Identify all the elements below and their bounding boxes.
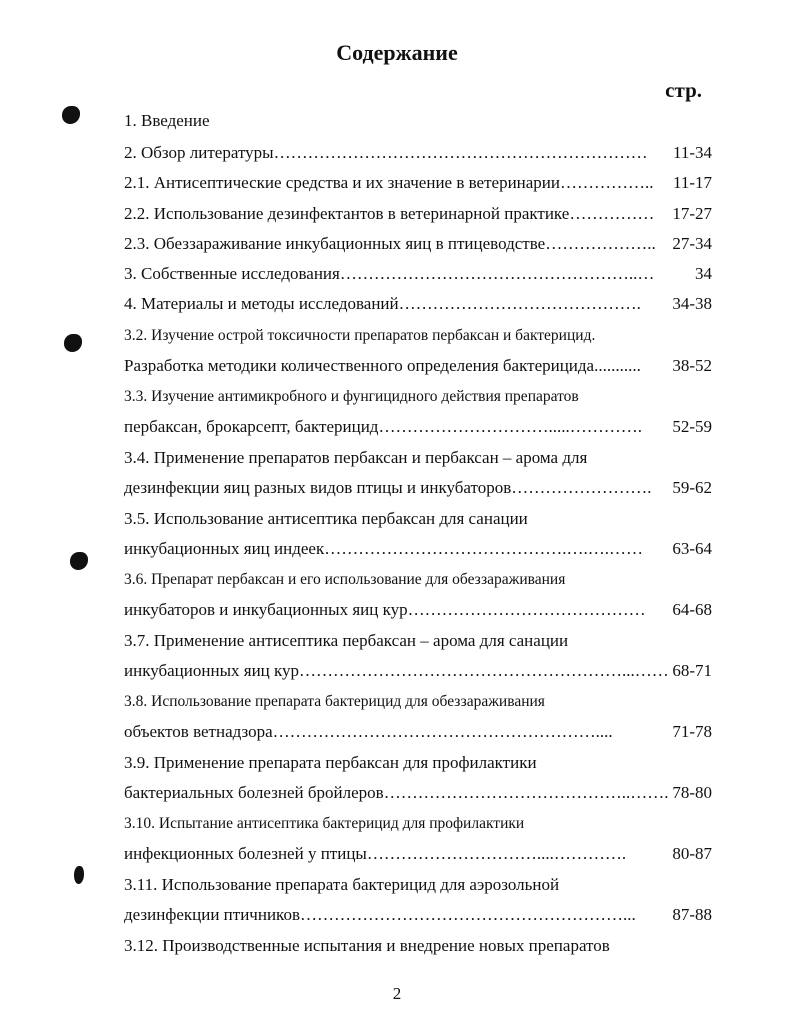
toc-entry-page: 68-71 (672, 661, 712, 680)
punch-mark-icon (64, 334, 82, 352)
toc-entry (124, 263, 712, 285)
toc-entry-page: 80-87 (672, 844, 712, 863)
toc-entry-page: 87-88 (672, 905, 712, 924)
toc-entry (124, 752, 712, 774)
toc-entry (124, 110, 712, 132)
toc-entry (124, 569, 712, 591)
toc-entry (124, 477, 712, 499)
punch-mark-icon (70, 552, 88, 570)
toc-entry-text: 3.7. Применение антисептика пербаксан – арома для санации (124, 631, 569, 650)
toc-entry (124, 904, 712, 926)
page-number: 2 (392, 984, 402, 1003)
toc-entry-leader: …………….. (560, 173, 654, 192)
toc-entry (124, 538, 712, 560)
toc-entry-text: инкубационных яиц индеек (124, 539, 325, 558)
toc-entry-leader: …………………………………… (407, 600, 646, 619)
toc-entry (124, 355, 712, 377)
toc-entry-text: 3.12. Производственные испытания и внедрение новых препаратов (124, 936, 610, 955)
toc-entry (124, 782, 712, 804)
toc-entry-leader: ………………………………………………………… (273, 143, 648, 162)
toc-entry-page: 63-64 (672, 539, 712, 558)
toc-entry-page: 71-78 (672, 722, 712, 741)
toc-entry-text: 2.2. Использование дезинфектантов в ветеринарной практике (124, 204, 570, 223)
toc-entry-leader: …………… (569, 204, 655, 223)
toc-entry-text: 3.2. Изучение острой токсичности препаратов пербаксан и бактерицид. (124, 327, 596, 344)
page-title: Содержание (336, 40, 458, 65)
toc-entry-leader: …………………………………………………... (299, 905, 636, 924)
toc-entry-page: 64-68 (672, 600, 712, 619)
punch-mark-icon (62, 106, 80, 124)
toc-entry (124, 447, 712, 469)
toc-entry (124, 691, 712, 713)
toc-entry-page: 11-17 (672, 173, 712, 192)
toc-entry-text: дезинфекции птичников (124, 905, 300, 924)
toc-entry-leader: …………………………………….….….…… (324, 539, 643, 558)
toc-entry (124, 386, 712, 408)
toc-entry (124, 721, 712, 743)
toc-entry-text: 3.6. Препарат пербаксан и его использование для обеззараживания (124, 571, 566, 588)
toc-entry (124, 813, 712, 835)
toc-entry-page: 59-62 (672, 478, 712, 497)
toc-entry-page: 34-38 (672, 294, 712, 313)
toc-entry-text: 3.11. Использование препарата бактерицид для аэрозольной (124, 875, 560, 894)
toc-entry-text: 3.3. Изучение антимикробного и фунгицидного действия препаратов (124, 388, 579, 405)
toc-entry-text: 3.4. Применение препаратов пербаксан и пербаксан – арома для (124, 448, 588, 467)
page-column-label: стр. (665, 78, 702, 102)
toc-entry-leader: ………………………….....…………. (378, 417, 642, 436)
toc-entry-leader: ……………………………………..……. (383, 783, 669, 802)
toc-entry-leader: ………………………………………………….... (272, 722, 613, 741)
toc-entry-text: 3.5. Использование антисептика пербаксан для санации (124, 509, 528, 528)
toc-entry-text: 2. Обзор литературы (124, 143, 274, 162)
toc-entry-text: инкубаторов и инкубационных яиц кур (124, 600, 408, 619)
toc-entry-text: 3.10. Испытание антисептика бактерицид для профилактики (124, 815, 525, 832)
toc-entry (124, 935, 712, 957)
toc-entry-leader: ……………………………………………..… (339, 264, 655, 283)
toc-entry (124, 233, 712, 255)
toc-entry (124, 843, 712, 865)
toc-entry-text: пербаксан, брокарсепт, бактерицид (124, 417, 379, 436)
toc-entry (124, 293, 712, 315)
toc-entry (124, 325, 712, 347)
toc-entry-page: 17-27 (672, 204, 712, 223)
toc-entry (124, 630, 712, 652)
toc-entry-page: 27-34 (672, 234, 712, 253)
toc-entry-text: дезинфекции яиц разных видов птицы и инкубаторов (124, 478, 512, 497)
punch-mark-icon (74, 866, 84, 884)
toc-entry-leader: ........... (594, 356, 641, 375)
toc-entry (124, 203, 712, 225)
toc-entry-leader: …………………………....…………. (366, 844, 627, 863)
toc-entry-text: объектов ветнадзора (124, 722, 273, 741)
toc-entry (124, 874, 712, 896)
toc-entry-page: 38-52 (672, 356, 712, 375)
toc-entry-page: 78-80 (672, 783, 712, 802)
toc-entry-leader: ……………………. (511, 478, 652, 497)
toc-entry-page: 11-34 (672, 143, 712, 162)
toc-entry-text: Разработка методики количественного определения бактерицида (124, 356, 595, 375)
toc-entry-text: инфекционных болезней у птицы (124, 844, 367, 863)
toc-entry-text: 1. Введение (124, 111, 210, 130)
toc-entry (124, 172, 712, 194)
toc-entry-page: 52-59 (672, 417, 712, 436)
toc-entry-text: 3. Собственные исследования (124, 264, 340, 283)
toc-entry (124, 599, 712, 621)
toc-entry-leader: ……………………………………. (398, 294, 641, 313)
toc-entry (124, 508, 712, 530)
toc-entry-text: 2.1. Антисептические средства и их значение в ветеринарии (124, 173, 560, 192)
toc-entry-text: 3.8. Использование препарата бактерицид для обеззараживания (124, 693, 545, 710)
toc-entry (124, 416, 712, 438)
toc-entry-leader: …………………………………………………...…… (299, 661, 669, 680)
toc-entry-text: 2.3. Обеззараживание инкубационных яиц в птицеводстве (124, 234, 546, 253)
toc-entry-page: 34 (695, 264, 712, 283)
toc-entry-text: 4. Материалы и методы исследований (124, 294, 399, 313)
toc-entry-text: инкубационных яиц кур (124, 661, 300, 680)
toc-entry-text: бактериальных болезней бройлеров (124, 783, 384, 802)
toc-entry (124, 142, 712, 164)
toc-entry (124, 660, 712, 682)
toc-entry-leader: ……………….. (545, 234, 656, 253)
toc-entry-text: 3.9. Применение препарата пербаксан для профилактики (124, 753, 537, 772)
